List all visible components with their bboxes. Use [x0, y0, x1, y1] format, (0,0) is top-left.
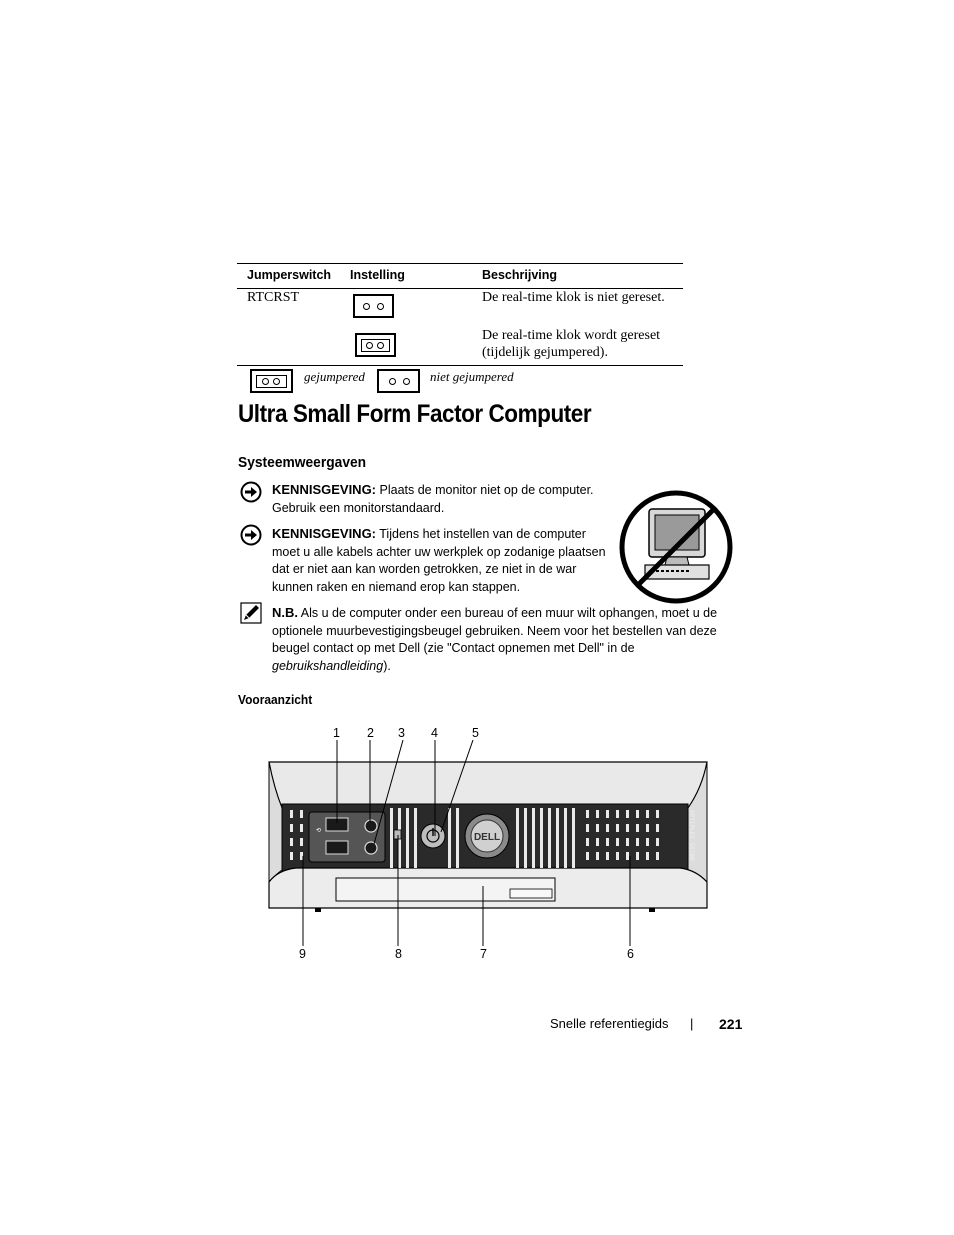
model-label: OPTIPLEX SX280: [688, 810, 695, 861]
notice-2-text: Tijdens het instellen van de computer moet u alle kabels achter uw werkplek op zodanige plaatsen dat er niet aan kan worden getrokken, ze niet in de war kunnen raken en niemand erop kan stappen.: [272, 527, 606, 594]
svg-text:⟲: ⟲: [316, 827, 322, 834]
table-cell-description-2: De real-time klok wordt gereset (tijdelijk gejumpered).: [482, 328, 661, 360]
no-monitor-on-computer-illustration: [617, 489, 735, 605]
callout-1: 1: [333, 726, 340, 740]
page-heading: Ultra Small Form Factor Computer: [238, 400, 592, 428]
legend-not-jumpered-label: niet gejumpered: [430, 369, 514, 384]
nb-text: Als u de computer onder een bureau of een muur wilt ophangen, moet u de optionele muurbevestigingsbeugel gebruiken. Neem voor het bestellen van deze beugel contact op met Dell (zie "Contact opnemen met Dell" in de: [272, 606, 718, 655]
table-bottom-rule: [237, 365, 683, 366]
page-number: 221: [719, 1016, 743, 1032]
dell-logo-text: DELL: [473, 832, 501, 843]
legend-not-jumpered-icon: [377, 369, 420, 393]
computer-front-view-diagram: [260, 740, 720, 950]
callout-6: 6: [627, 947, 634, 961]
callout-2: 2: [367, 726, 374, 740]
table-cell-description-1: De real-time klok is niet gereset.: [482, 290, 665, 305]
nb-label: N.B.: [272, 605, 298, 620]
table-top-rule: [237, 263, 683, 264]
callout-8: 8: [395, 947, 402, 961]
callout-3: 3: [398, 726, 405, 740]
nb-italic: gebruikshandleiding: [272, 658, 384, 673]
callout-5: 5: [472, 726, 479, 740]
footer-separator: |: [690, 1016, 694, 1031]
section-heading: Systeemweergaven: [238, 454, 367, 471]
notice-icon: [240, 524, 262, 546]
front-view-heading: Vooraanzicht: [238, 692, 313, 707]
footer-title: Snelle referentiegids: [550, 1016, 669, 1031]
table-header-instelling: Instelling: [350, 268, 405, 282]
notice-2: [272, 525, 612, 596]
note-pencil-icon: [240, 602, 262, 624]
callout-4: 4: [431, 726, 438, 740]
legend-jumpered-icon: [250, 369, 293, 393]
table-cell-switch: RTCRST: [247, 290, 300, 305]
jumper-not-jumpered-diagram: [353, 294, 394, 318]
callout-7: 7: [480, 947, 487, 961]
notice-1-text: Plaats de monitor niet op de computer. Gebruik een monitorstandaard.: [272, 483, 594, 515]
legend-jumpered-label: gejumpered: [304, 369, 365, 384]
notice-icon: [240, 481, 262, 503]
notice-1: [272, 481, 612, 517]
callout-9: 9: [299, 947, 306, 961]
table-header-jumperswitch: Jumperswitch: [247, 268, 332, 282]
jumper-jumpered-diagram: [355, 333, 396, 357]
nb-note: [272, 604, 738, 675]
notice-2-label: KENNISGEVING:: [272, 526, 377, 541]
notice-1-label: KENNISGEVING:: [272, 482, 377, 497]
nb-text-end: ).: [383, 658, 391, 673]
table-header-beschrijving: Beschrijving: [482, 268, 558, 282]
